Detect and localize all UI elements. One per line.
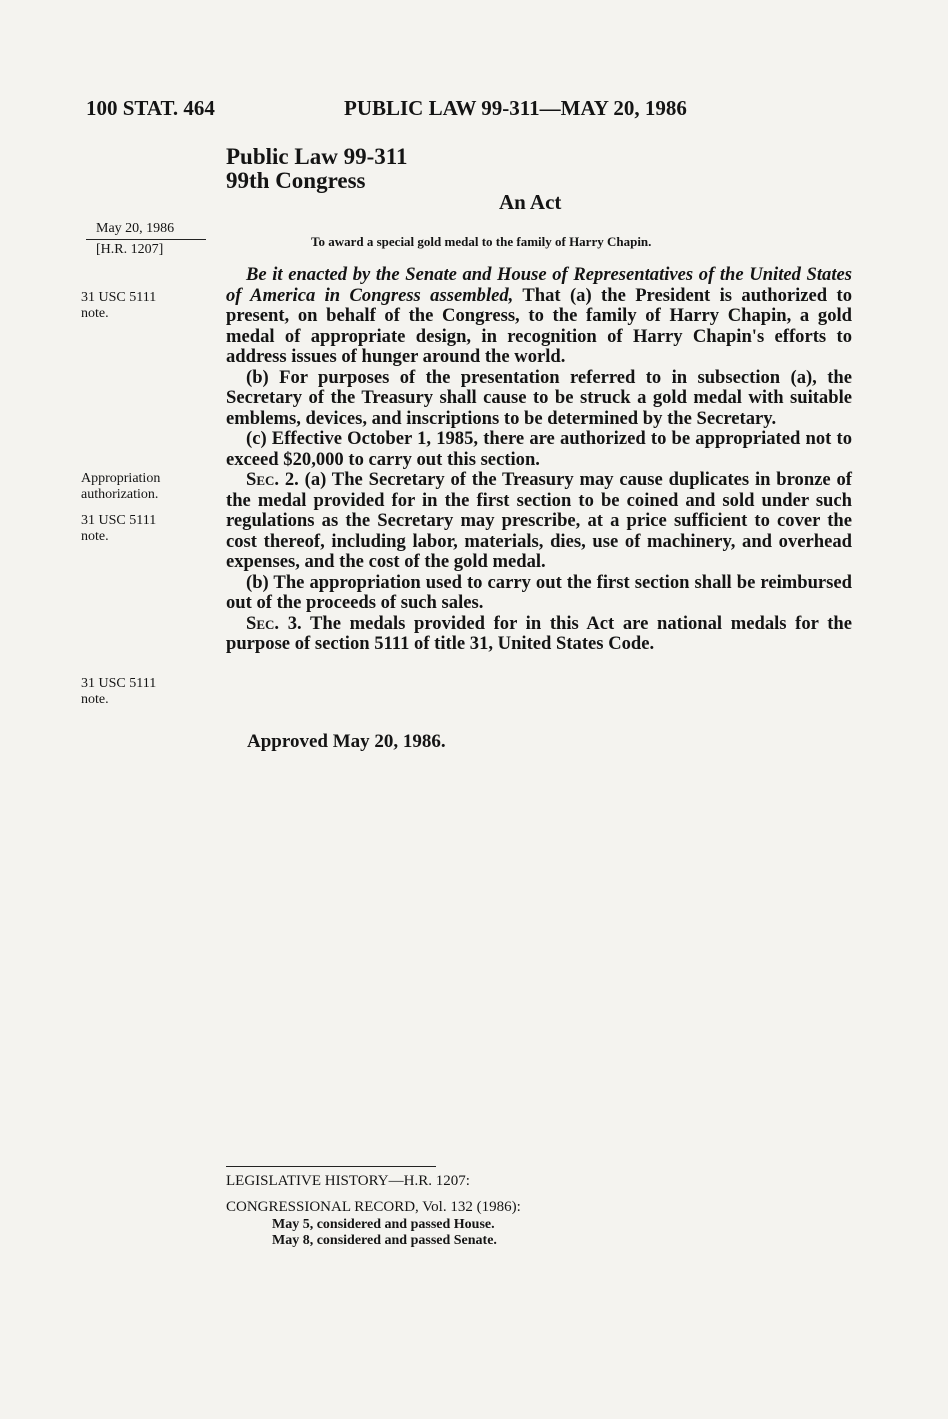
- margin-note-line: note.: [81, 529, 109, 544]
- section-1-c: (c) Effective October 1, 1985, there are authorized to be appropriated not to exceed $20,000 to carry out this section.: [226, 428, 852, 470]
- section-1-a-text: That (a) the President is authorized to present, on behalf of the Congress, to the family of Harry Chapin, a gold medal of appropriate design, in recognition of Harry Chapin's efforts to address issues of hunger around the world.: [226, 284, 852, 367]
- law-number: Public Law 99-311: [226, 144, 408, 169]
- history-entry-2: May 8, considered and passed Senate.: [272, 1233, 497, 1248]
- approval-line: Approved May 20, 1986.: [247, 731, 446, 752]
- margin-note-appropriation: [81, 471, 160, 503]
- act-heading: An Act: [499, 190, 562, 214]
- history-rule: [226, 1166, 436, 1167]
- margin-note-usc-2: [81, 513, 156, 545]
- page-stat-reference: 100 STAT. 464: [86, 96, 215, 120]
- section-3: [226, 614, 852, 655]
- section-2-b: (b) The appropriation used to carry out the first section shall be reimbursed out of the proceeds of such sales.: [226, 571, 852, 613]
- margin-date: May 20, 1986: [96, 221, 175, 236]
- margin-note-line: note.: [81, 306, 109, 321]
- legislative-history-title: LEGISLATIVE HISTORY—H.R. 1207:: [226, 1173, 470, 1189]
- enacting-clause: Be it enacted by the Senate and House of Representatives of the United States of America in Congress assembled,: [226, 264, 852, 306]
- act-body: [226, 265, 852, 655]
- section-1-a: [226, 265, 852, 368]
- margin-note-line: 31 USC 5111: [81, 676, 157, 691]
- section-2-a-text: (a) The Secretary of the Treasury may cause duplicates in bronze of the medal provided for in the first section to be coined and sold under such regulations as the Secretary may prescribe, at a price sufficient to cover the cost thereof, including labor, materials, dies, use of machinery, and overhead expenses, and the cost of the gold medal.: [226, 469, 852, 572]
- section-2-label: Sec. 2.: [246, 469, 299, 490]
- section-1-b: (b) For purposes of the presentation referred to in subsection (a), the Secretary of the Treasury shall cause to be struck a gold medal with suitable emblems, devices, and inscriptions to be determined by the Secretary.: [226, 366, 852, 429]
- margin-note-line: 31 USC 5111: [81, 513, 157, 528]
- section-3-label: Sec. 3.: [246, 612, 302, 634]
- page-running-title: PUBLIC LAW 99-311—MAY 20, 1986: [344, 96, 687, 120]
- margin-note-line: note.: [81, 692, 109, 707]
- congress-number: 99th Congress: [226, 168, 366, 193]
- history-entry-1: May 5, considered and passed House.: [272, 1217, 495, 1232]
- section-3-text: The medals provided for in this Act are national medals for the purpose of section 5111 of title 31, United States Code.: [226, 612, 852, 654]
- margin-date-rule: [86, 239, 206, 240]
- margin-note-line: authorization.: [81, 487, 159, 502]
- margin-note-line: 31 USC 5111: [81, 290, 157, 305]
- section-2-a: [226, 470, 852, 573]
- margin-bill-number: [H.R. 1207]: [96, 242, 164, 257]
- margin-note-usc-1: [81, 290, 156, 322]
- act-purpose: To award a special gold medal to the family of Harry Chapin.: [311, 234, 652, 249]
- congressional-record-heading: CONGRESSIONAL RECORD, Vol. 132 (1986):: [226, 1199, 521, 1215]
- margin-note-usc-3: [81, 676, 156, 708]
- margin-note-line: Appropriation: [81, 471, 161, 486]
